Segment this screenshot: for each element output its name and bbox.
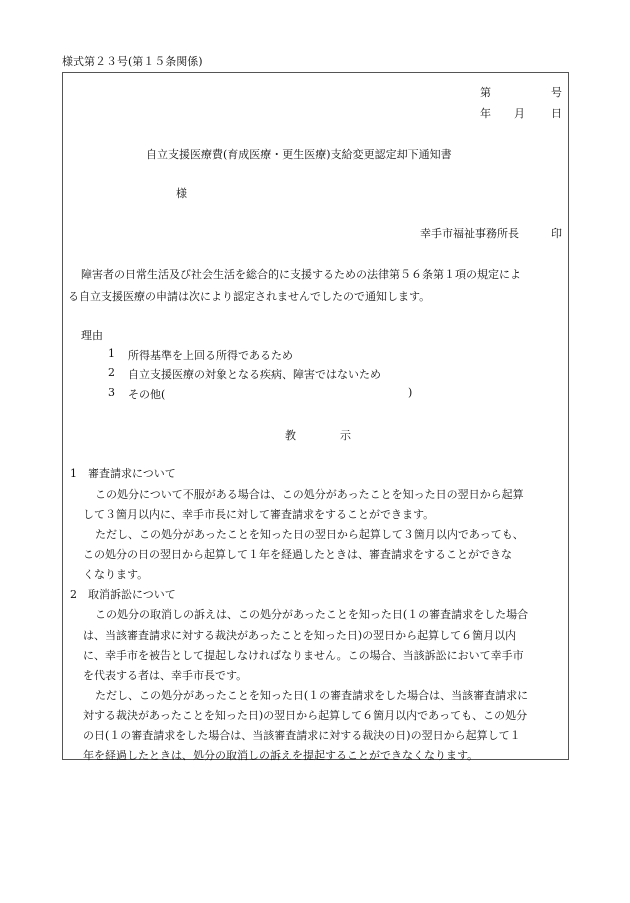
reason-item-2-text: 自立支援医療の対象となる疾病、障害ではないため: [128, 368, 381, 381]
reason-item-3-num: 3: [108, 386, 115, 399]
form-label: 様式第２３号(第１５条関係): [62, 55, 203, 68]
section2-line-8: 年を経過したときは、処分の取消しの訴えを提起することができなくなります。: [83, 749, 479, 762]
section2-line-1: この処分の取消しの訴えは、この処分があったことを知った日(１の審査請求をした場合: [95, 608, 529, 621]
body-line-2: る自立支援医療の申請は次により認定されませんでしたので通知します。: [68, 290, 431, 303]
section2-line-7: の日(１の審査請求をした場合は、当該審査請求に対する裁決の日)の翌日から起算して１: [83, 729, 521, 742]
date-day: 日: [551, 107, 562, 120]
number-suffix: 号: [551, 86, 562, 99]
issuer-name: 幸手市福祉事務所長: [420, 227, 519, 240]
reason-item-1-num: 1: [108, 347, 115, 360]
notice-heading-a: 教: [285, 429, 296, 442]
number-prefix: 第: [480, 86, 491, 99]
body-line-1: 障害者の日常生活及び社会生活を総合的に支援するための法律第５６条第１項の規定によ: [81, 268, 521, 281]
notice-heading-b: 示: [340, 429, 351, 442]
reason-item-3-text: その他(: [128, 388, 166, 401]
section1-line-3: ただし、この処分があったことを知った日の翌日から起算して３箇月以内であっても、: [95, 528, 524, 541]
reason-item-1-text: 所得基準を上回る所得であるため: [128, 349, 293, 362]
section2-line-6: 対する裁決があったことを知った日)の翌日から起算して６箇月以内であっても、この処分: [83, 709, 528, 722]
document-title: 自立支援医療費(育成医療・更生医療)支給変更認定却下通知書: [146, 148, 452, 161]
section2-heading: 2 取消訴訟について: [70, 588, 176, 601]
section2-line-5: ただし、この処分があったことを知った日(１の審査請求をした場合は、当該審査請求に: [95, 689, 529, 702]
section1-line-2: して３箇月以内に、幸手市長に対して審査請求をすることができます。: [83, 508, 435, 521]
reason-item-2-num: 2: [108, 366, 115, 379]
date-year: 年: [480, 107, 491, 120]
date-month: 月: [514, 107, 525, 120]
reason-heading: 理由: [81, 329, 103, 342]
reason-item-3-close: ): [408, 386, 413, 399]
section2-line-2: は、当該審査請求に対する裁決があったことを知った日)の翌日から起算して６箇月以内: [83, 629, 517, 642]
section2-line-4: を代表する者は、幸手市長です。: [83, 669, 248, 682]
section1-line-1: この処分について不服がある場合は、この処分があったことを知った日の翌日から起算: [95, 488, 524, 501]
section1-heading: 1 審査請求について: [70, 467, 176, 480]
addressee-suffix: 様: [176, 187, 187, 200]
section1-line-5: くなります。: [83, 568, 149, 581]
section1-line-4: この処分の日の翌日から起算して１年を経過したときは、審査請求をすることができな: [83, 548, 512, 561]
seal-mark: 印: [551, 227, 562, 240]
section2-line-3: に、幸手市を被告として提起しなければなりません。この場合、当該訴訟において幸手市: [83, 649, 524, 662]
